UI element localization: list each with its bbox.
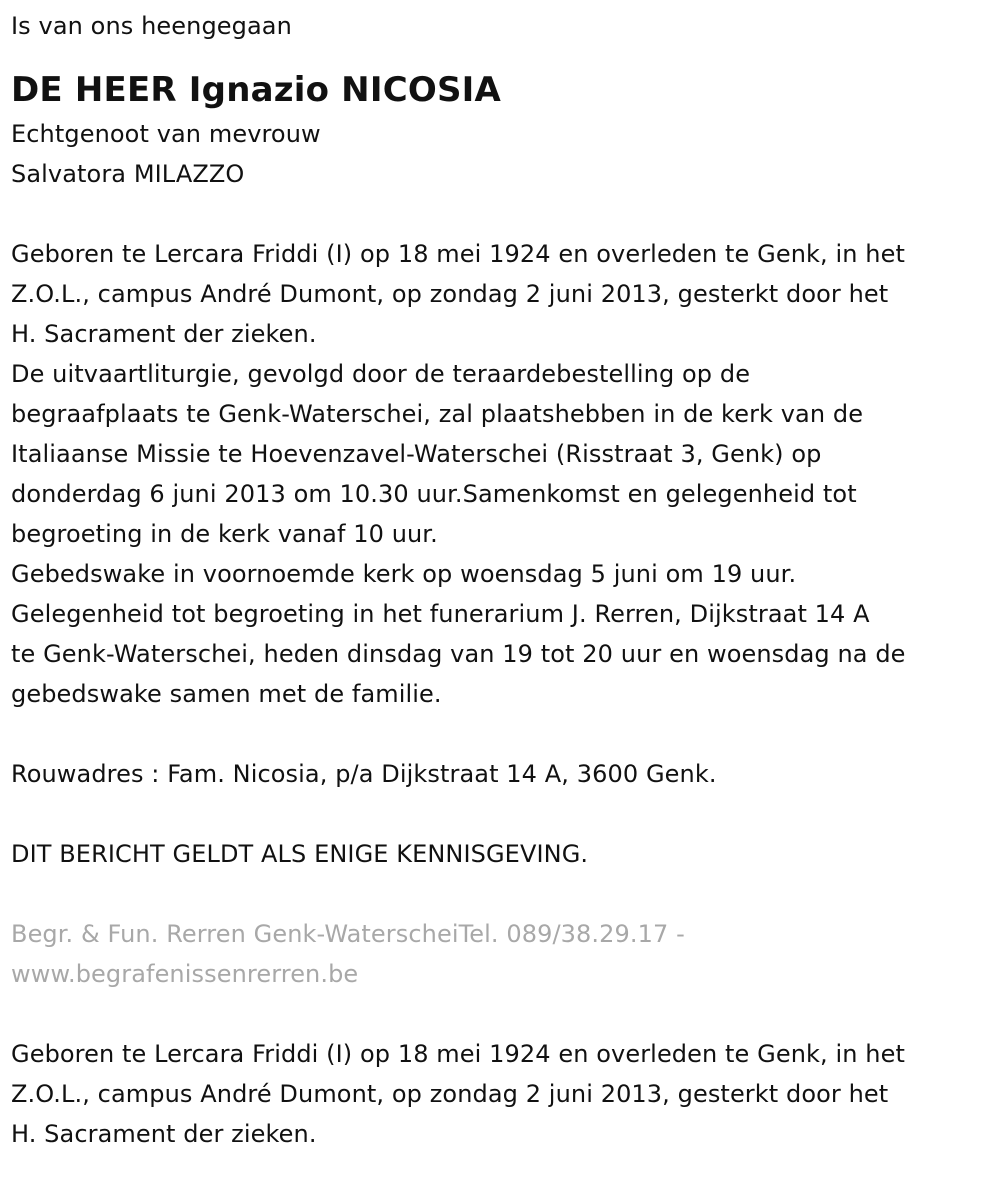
body-line: te Genk-Waterschei, heden dinsdag van 19 tot 20 uur en woensdag na de — [11, 640, 906, 668]
body-line: H. Sacrament der zieken. — [11, 1120, 317, 1148]
body-line: Z.O.L., campus André Dumont, op zondag 2 juni 2013, gesterkt door het — [11, 1080, 889, 1108]
official-notice-line: DIT BERICHT GELDT ALS ENIGE KENNISGEVING. — [11, 840, 589, 868]
body-line: Gelegenheid tot begroeting in het funerarium J. Rerren, Dijkstraat 14 A — [11, 600, 870, 628]
spouse-block — [11, 114, 990, 194]
body-line: donderdag 6 juni 2013 om 10.30 uur.Samenkomst en gelegenheid tot — [11, 480, 857, 508]
body-line: gebedswake samen met de familie. — [11, 680, 442, 708]
spacer — [11, 714, 990, 754]
undertaker-website: www.begrafenissenrerren.be — [11, 960, 359, 988]
repeated-body-text — [11, 1034, 990, 1154]
body-line: Z.O.L., campus André Dumont, op zondag 2 juni 2013, gesterkt door het — [11, 280, 889, 308]
body-line: Geboren te Lercara Friddi (I) op 18 mei 1924 en overleden te Genk, in het — [11, 240, 905, 268]
undertaker-block — [11, 914, 990, 994]
spacer — [11, 994, 990, 1034]
body-line: Geboren te Lercara Friddi (I) op 18 mei 1924 en overleden te Genk, in het — [11, 1040, 905, 1068]
body-line: H. Sacrament der zieken. — [11, 320, 317, 348]
spacer — [11, 794, 990, 834]
body-line: Italiaanse Missie te Hoevenzavel-Waterschei (Risstraat 3, Genk) op — [11, 440, 822, 468]
spacer — [11, 194, 990, 234]
spouse-line: Echtgenoot van mevrouw — [11, 120, 321, 148]
spouse-line: Salvatora MILAZZO — [11, 160, 245, 188]
undertaker-line: Begr. & Fun. Rerren Genk-WaterscheiTel. 089/38.29.17 - — [11, 920, 685, 948]
body-text — [11, 234, 990, 714]
deceased-name: DE HEER Ignazio NICOSIA — [11, 70, 501, 110]
body-line: begroeting in de kerk vanaf 10 uur. — [11, 520, 438, 548]
mourning-address: Rouwadres : Fam. Nicosia, p/a Dijkstraat 14 A, 3600 Genk. — [11, 760, 717, 788]
intro-text: Is van ons heengegaan — [11, 12, 292, 40]
body-line: De uitvaartliturgie, gevolgd door de teraardebestelling op de — [11, 360, 751, 388]
body-line: begraafplaats te Genk-Waterschei, zal plaatshebben in de kerk van de — [11, 400, 864, 428]
spacer — [11, 874, 990, 914]
body-line: Gebedswake in voornoemde kerk op woensdag 5 juni om 19 uur. — [11, 560, 797, 588]
